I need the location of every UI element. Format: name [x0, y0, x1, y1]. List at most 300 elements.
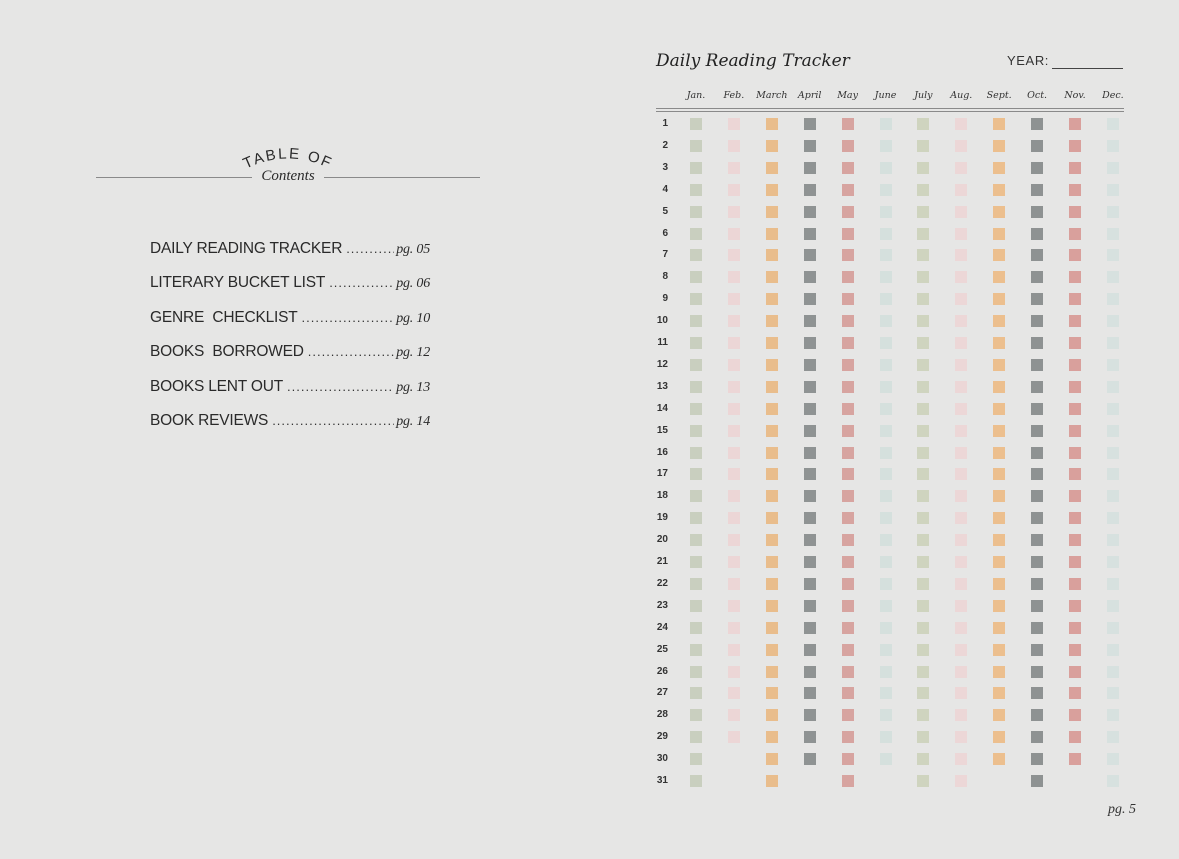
- day-checkbox[interactable]: [1107, 425, 1119, 437]
- day-checkbox[interactable]: [993, 731, 1005, 743]
- day-checkbox[interactable]: [766, 687, 778, 699]
- day-checkbox[interactable]: [917, 228, 929, 240]
- day-checkbox[interactable]: [728, 447, 740, 459]
- day-checkbox[interactable]: [690, 228, 702, 240]
- day-checkbox[interactable]: [1031, 228, 1043, 240]
- day-checkbox[interactable]: [1069, 293, 1081, 305]
- day-checkbox[interactable]: [1107, 775, 1119, 787]
- day-checkbox[interactable]: [766, 556, 778, 568]
- day-checkbox[interactable]: [993, 534, 1005, 546]
- day-checkbox[interactable]: [842, 578, 854, 590]
- day-checkbox[interactable]: [1031, 578, 1043, 590]
- day-checkbox[interactable]: [804, 337, 816, 349]
- day-checkbox[interactable]: [1107, 534, 1119, 546]
- toc-item[interactable]: [150, 274, 430, 308]
- day-checkbox[interactable]: [1107, 666, 1119, 678]
- day-checkbox[interactable]: [804, 271, 816, 283]
- day-checkbox[interactable]: [804, 403, 816, 415]
- day-checkbox[interactable]: [690, 709, 702, 721]
- day-checkbox[interactable]: [1031, 666, 1043, 678]
- day-checkbox[interactable]: [880, 731, 892, 743]
- day-checkbox[interactable]: [766, 709, 778, 721]
- day-checkbox[interactable]: [880, 644, 892, 656]
- day-checkbox[interactable]: [1069, 403, 1081, 415]
- day-checkbox[interactable]: [690, 731, 702, 743]
- day-checkbox[interactable]: [728, 315, 740, 327]
- day-checkbox[interactable]: [917, 381, 929, 393]
- day-checkbox[interactable]: [842, 512, 854, 524]
- day-checkbox[interactable]: [917, 468, 929, 480]
- day-checkbox[interactable]: [804, 709, 816, 721]
- day-checkbox[interactable]: [842, 490, 854, 502]
- day-checkbox[interactable]: [842, 666, 854, 678]
- day-checkbox[interactable]: [728, 118, 740, 130]
- day-checkbox[interactable]: [728, 622, 740, 634]
- day-checkbox[interactable]: [1031, 490, 1043, 502]
- day-checkbox[interactable]: [804, 666, 816, 678]
- day-checkbox[interactable]: [690, 468, 702, 480]
- day-checkbox[interactable]: [1107, 184, 1119, 196]
- year-input-line[interactable]: [1052, 68, 1123, 69]
- day-checkbox[interactable]: [1107, 709, 1119, 721]
- day-checkbox[interactable]: [1107, 337, 1119, 349]
- day-checkbox[interactable]: [1069, 709, 1081, 721]
- toc-item[interactable]: [150, 309, 430, 343]
- day-checkbox[interactable]: [880, 556, 892, 568]
- day-checkbox[interactable]: [766, 578, 778, 590]
- day-checkbox[interactable]: [955, 140, 967, 152]
- day-checkbox[interactable]: [804, 293, 816, 305]
- day-checkbox[interactable]: [766, 249, 778, 261]
- day-checkbox[interactable]: [880, 468, 892, 480]
- day-checkbox[interactable]: [728, 709, 740, 721]
- day-checkbox[interactable]: [1069, 228, 1081, 240]
- day-checkbox[interactable]: [917, 556, 929, 568]
- day-checkbox[interactable]: [690, 622, 702, 634]
- day-checkbox[interactable]: [917, 425, 929, 437]
- day-checkbox[interactable]: [804, 687, 816, 699]
- day-checkbox[interactable]: [955, 468, 967, 480]
- day-checkbox[interactable]: [917, 403, 929, 415]
- day-checkbox[interactable]: [1069, 666, 1081, 678]
- day-checkbox[interactable]: [955, 775, 967, 787]
- day-checkbox[interactable]: [1031, 271, 1043, 283]
- day-checkbox[interactable]: [1107, 140, 1119, 152]
- day-checkbox[interactable]: [880, 228, 892, 240]
- day-checkbox[interactable]: [993, 206, 1005, 218]
- day-checkbox[interactable]: [728, 140, 740, 152]
- day-checkbox[interactable]: [766, 753, 778, 765]
- day-checkbox[interactable]: [842, 447, 854, 459]
- day-checkbox[interactable]: [728, 578, 740, 590]
- day-checkbox[interactable]: [880, 206, 892, 218]
- day-checkbox[interactable]: [690, 315, 702, 327]
- day-checkbox[interactable]: [842, 622, 854, 634]
- day-checkbox[interactable]: [804, 512, 816, 524]
- day-checkbox[interactable]: [955, 447, 967, 459]
- day-checkbox[interactable]: [766, 359, 778, 371]
- day-checkbox[interactable]: [917, 271, 929, 283]
- day-checkbox[interactable]: [1069, 600, 1081, 612]
- day-checkbox[interactable]: [1069, 447, 1081, 459]
- day-checkbox[interactable]: [1107, 731, 1119, 743]
- day-checkbox[interactable]: [955, 731, 967, 743]
- day-checkbox[interactable]: [1031, 403, 1043, 415]
- day-checkbox[interactable]: [690, 162, 702, 174]
- day-checkbox[interactable]: [1031, 512, 1043, 524]
- day-checkbox[interactable]: [917, 140, 929, 152]
- day-checkbox[interactable]: [955, 622, 967, 634]
- day-checkbox[interactable]: [1107, 600, 1119, 612]
- day-checkbox[interactable]: [804, 162, 816, 174]
- day-checkbox[interactable]: [766, 447, 778, 459]
- day-checkbox[interactable]: [1107, 622, 1119, 634]
- day-checkbox[interactable]: [690, 578, 702, 590]
- day-checkbox[interactable]: [1031, 731, 1043, 743]
- day-checkbox[interactable]: [955, 666, 967, 678]
- day-checkbox[interactable]: [842, 162, 854, 174]
- day-checkbox[interactable]: [1107, 512, 1119, 524]
- day-checkbox[interactable]: [917, 731, 929, 743]
- day-checkbox[interactable]: [917, 644, 929, 656]
- day-checkbox[interactable]: [993, 709, 1005, 721]
- day-checkbox[interactable]: [804, 359, 816, 371]
- day-checkbox[interactable]: [690, 249, 702, 261]
- day-checkbox[interactable]: [766, 534, 778, 546]
- day-checkbox[interactable]: [804, 644, 816, 656]
- day-checkbox[interactable]: [955, 490, 967, 502]
- day-checkbox[interactable]: [880, 315, 892, 327]
- day-checkbox[interactable]: [804, 447, 816, 459]
- day-checkbox[interactable]: [955, 228, 967, 240]
- day-checkbox[interactable]: [1107, 578, 1119, 590]
- day-checkbox[interactable]: [880, 293, 892, 305]
- day-checkbox[interactable]: [690, 534, 702, 546]
- day-checkbox[interactable]: [1107, 468, 1119, 480]
- day-checkbox[interactable]: [917, 709, 929, 721]
- day-checkbox[interactable]: [842, 600, 854, 612]
- day-checkbox[interactable]: [955, 118, 967, 130]
- day-checkbox[interactable]: [804, 578, 816, 590]
- day-checkbox[interactable]: [1107, 293, 1119, 305]
- day-checkbox[interactable]: [1031, 140, 1043, 152]
- day-checkbox[interactable]: [917, 337, 929, 349]
- day-checkbox[interactable]: [955, 293, 967, 305]
- day-checkbox[interactable]: [993, 512, 1005, 524]
- day-checkbox[interactable]: [804, 600, 816, 612]
- day-checkbox[interactable]: [1069, 512, 1081, 524]
- day-checkbox[interactable]: [880, 140, 892, 152]
- day-checkbox[interactable]: [1031, 315, 1043, 327]
- day-checkbox[interactable]: [728, 556, 740, 568]
- day-checkbox[interactable]: [993, 162, 1005, 174]
- day-checkbox[interactable]: [1107, 687, 1119, 699]
- day-checkbox[interactable]: [728, 534, 740, 546]
- day-checkbox[interactable]: [1069, 622, 1081, 634]
- day-checkbox[interactable]: [1031, 556, 1043, 568]
- day-checkbox[interactable]: [766, 228, 778, 240]
- day-checkbox[interactable]: [1069, 753, 1081, 765]
- day-checkbox[interactable]: [766, 644, 778, 656]
- day-checkbox[interactable]: [955, 425, 967, 437]
- day-checkbox[interactable]: [766, 271, 778, 283]
- day-checkbox[interactable]: [955, 184, 967, 196]
- day-checkbox[interactable]: [1069, 271, 1081, 283]
- day-checkbox[interactable]: [728, 600, 740, 612]
- day-checkbox[interactable]: [955, 753, 967, 765]
- day-checkbox[interactable]: [728, 337, 740, 349]
- day-checkbox[interactable]: [880, 184, 892, 196]
- day-checkbox[interactable]: [842, 709, 854, 721]
- toc-item[interactable]: [150, 240, 430, 274]
- day-checkbox[interactable]: [842, 403, 854, 415]
- day-checkbox[interactable]: [842, 731, 854, 743]
- day-checkbox[interactable]: [880, 271, 892, 283]
- day-checkbox[interactable]: [766, 184, 778, 196]
- day-checkbox[interactable]: [917, 206, 929, 218]
- day-checkbox[interactable]: [690, 644, 702, 656]
- day-checkbox[interactable]: [955, 162, 967, 174]
- day-checkbox[interactable]: [728, 359, 740, 371]
- day-checkbox[interactable]: [804, 622, 816, 634]
- toc-item[interactable]: [150, 343, 430, 377]
- day-checkbox[interactable]: [1107, 753, 1119, 765]
- day-checkbox[interactable]: [880, 490, 892, 502]
- day-checkbox[interactable]: [955, 249, 967, 261]
- day-checkbox[interactable]: [880, 425, 892, 437]
- day-checkbox[interactable]: [955, 403, 967, 415]
- day-checkbox[interactable]: [1031, 381, 1043, 393]
- day-checkbox[interactable]: [1107, 447, 1119, 459]
- day-checkbox[interactable]: [993, 468, 1005, 480]
- day-checkbox[interactable]: [728, 731, 740, 743]
- day-checkbox[interactable]: [842, 249, 854, 261]
- day-checkbox[interactable]: [993, 687, 1005, 699]
- day-checkbox[interactable]: [1107, 162, 1119, 174]
- day-checkbox[interactable]: [804, 184, 816, 196]
- day-checkbox[interactable]: [1069, 578, 1081, 590]
- day-checkbox[interactable]: [1031, 644, 1043, 656]
- day-checkbox[interactable]: [728, 666, 740, 678]
- day-checkbox[interactable]: [1107, 644, 1119, 656]
- day-checkbox[interactable]: [804, 140, 816, 152]
- day-checkbox[interactable]: [1107, 249, 1119, 261]
- day-checkbox[interactable]: [993, 228, 1005, 240]
- day-checkbox[interactable]: [1031, 600, 1043, 612]
- day-checkbox[interactable]: [728, 468, 740, 480]
- day-checkbox[interactable]: [955, 381, 967, 393]
- day-checkbox[interactable]: [880, 534, 892, 546]
- day-checkbox[interactable]: [842, 425, 854, 437]
- day-checkbox[interactable]: [1107, 381, 1119, 393]
- day-checkbox[interactable]: [842, 534, 854, 546]
- day-checkbox[interactable]: [766, 468, 778, 480]
- day-checkbox[interactable]: [842, 140, 854, 152]
- day-checkbox[interactable]: [690, 381, 702, 393]
- day-checkbox[interactable]: [728, 184, 740, 196]
- day-checkbox[interactable]: [842, 468, 854, 480]
- day-checkbox[interactable]: [993, 315, 1005, 327]
- day-checkbox[interactable]: [1107, 556, 1119, 568]
- day-checkbox[interactable]: [690, 118, 702, 130]
- day-checkbox[interactable]: [1031, 184, 1043, 196]
- day-checkbox[interactable]: [993, 490, 1005, 502]
- day-checkbox[interactable]: [880, 359, 892, 371]
- day-checkbox[interactable]: [880, 600, 892, 612]
- day-checkbox[interactable]: [1069, 731, 1081, 743]
- day-checkbox[interactable]: [690, 490, 702, 502]
- day-checkbox[interactable]: [766, 490, 778, 502]
- day-checkbox[interactable]: [728, 271, 740, 283]
- day-checkbox[interactable]: [766, 600, 778, 612]
- day-checkbox[interactable]: [955, 644, 967, 656]
- day-checkbox[interactable]: [1031, 293, 1043, 305]
- day-checkbox[interactable]: [842, 293, 854, 305]
- day-checkbox[interactable]: [1031, 468, 1043, 480]
- day-checkbox[interactable]: [728, 490, 740, 502]
- day-checkbox[interactable]: [804, 468, 816, 480]
- day-checkbox[interactable]: [766, 425, 778, 437]
- day-checkbox[interactable]: [955, 337, 967, 349]
- day-checkbox[interactable]: [690, 687, 702, 699]
- day-checkbox[interactable]: [690, 271, 702, 283]
- day-checkbox[interactable]: [690, 600, 702, 612]
- day-checkbox[interactable]: [766, 622, 778, 634]
- day-checkbox[interactable]: [1107, 490, 1119, 502]
- day-checkbox[interactable]: [728, 644, 740, 656]
- day-checkbox[interactable]: [1069, 687, 1081, 699]
- day-checkbox[interactable]: [804, 753, 816, 765]
- day-checkbox[interactable]: [804, 381, 816, 393]
- day-checkbox[interactable]: [1107, 206, 1119, 218]
- day-checkbox[interactable]: [917, 534, 929, 546]
- day-checkbox[interactable]: [690, 293, 702, 305]
- day-checkbox[interactable]: [880, 381, 892, 393]
- day-checkbox[interactable]: [993, 337, 1005, 349]
- day-checkbox[interactable]: [993, 271, 1005, 283]
- day-checkbox[interactable]: [1107, 118, 1119, 130]
- day-checkbox[interactable]: [728, 228, 740, 240]
- toc-item[interactable]: [150, 378, 430, 412]
- day-checkbox[interactable]: [1031, 425, 1043, 437]
- day-checkbox[interactable]: [917, 600, 929, 612]
- day-checkbox[interactable]: [1069, 534, 1081, 546]
- day-checkbox[interactable]: [842, 775, 854, 787]
- day-checkbox[interactable]: [993, 359, 1005, 371]
- day-checkbox[interactable]: [842, 753, 854, 765]
- day-checkbox[interactable]: [1069, 468, 1081, 480]
- day-checkbox[interactable]: [917, 775, 929, 787]
- day-checkbox[interactable]: [955, 534, 967, 546]
- day-checkbox[interactable]: [766, 293, 778, 305]
- day-checkbox[interactable]: [917, 578, 929, 590]
- day-checkbox[interactable]: [766, 162, 778, 174]
- day-checkbox[interactable]: [1031, 206, 1043, 218]
- day-checkbox[interactable]: [880, 709, 892, 721]
- day-checkbox[interactable]: [880, 403, 892, 415]
- day-checkbox[interactable]: [690, 666, 702, 678]
- day-checkbox[interactable]: [880, 512, 892, 524]
- day-checkbox[interactable]: [804, 315, 816, 327]
- day-checkbox[interactable]: [955, 578, 967, 590]
- day-checkbox[interactable]: [1107, 271, 1119, 283]
- day-checkbox[interactable]: [917, 447, 929, 459]
- day-checkbox[interactable]: [993, 293, 1005, 305]
- day-checkbox[interactable]: [804, 534, 816, 546]
- day-checkbox[interactable]: [993, 447, 1005, 459]
- day-checkbox[interactable]: [1069, 118, 1081, 130]
- day-checkbox[interactable]: [1031, 162, 1043, 174]
- day-checkbox[interactable]: [917, 666, 929, 678]
- day-checkbox[interactable]: [1069, 206, 1081, 218]
- day-checkbox[interactable]: [955, 512, 967, 524]
- day-checkbox[interactable]: [766, 381, 778, 393]
- day-checkbox[interactable]: [955, 359, 967, 371]
- day-checkbox[interactable]: [766, 337, 778, 349]
- day-checkbox[interactable]: [690, 140, 702, 152]
- day-checkbox[interactable]: [1031, 622, 1043, 634]
- day-checkbox[interactable]: [842, 687, 854, 699]
- day-checkbox[interactable]: [1031, 337, 1043, 349]
- day-checkbox[interactable]: [1031, 249, 1043, 261]
- day-checkbox[interactable]: [690, 184, 702, 196]
- day-checkbox[interactable]: [1107, 228, 1119, 240]
- day-checkbox[interactable]: [728, 381, 740, 393]
- day-checkbox[interactable]: [955, 687, 967, 699]
- day-checkbox[interactable]: [917, 249, 929, 261]
- day-checkbox[interactable]: [690, 447, 702, 459]
- day-checkbox[interactable]: [690, 512, 702, 524]
- day-checkbox[interactable]: [690, 337, 702, 349]
- day-checkbox[interactable]: [804, 228, 816, 240]
- day-checkbox[interactable]: [955, 600, 967, 612]
- day-checkbox[interactable]: [1031, 534, 1043, 546]
- day-checkbox[interactable]: [842, 556, 854, 568]
- day-checkbox[interactable]: [917, 753, 929, 765]
- day-checkbox[interactable]: [1069, 184, 1081, 196]
- day-checkbox[interactable]: [1069, 315, 1081, 327]
- day-checkbox[interactable]: [993, 425, 1005, 437]
- day-checkbox[interactable]: [804, 556, 816, 568]
- day-checkbox[interactable]: [1031, 359, 1043, 371]
- day-checkbox[interactable]: [1069, 337, 1081, 349]
- day-checkbox[interactable]: [880, 622, 892, 634]
- day-checkbox[interactable]: [880, 337, 892, 349]
- day-checkbox[interactable]: [1107, 315, 1119, 327]
- day-checkbox[interactable]: [728, 403, 740, 415]
- day-checkbox[interactable]: [804, 731, 816, 743]
- day-checkbox[interactable]: [917, 687, 929, 699]
- day-checkbox[interactable]: [766, 775, 778, 787]
- day-checkbox[interactable]: [690, 359, 702, 371]
- day-checkbox[interactable]: [917, 293, 929, 305]
- day-checkbox[interactable]: [690, 775, 702, 787]
- day-checkbox[interactable]: [993, 666, 1005, 678]
- day-checkbox[interactable]: [842, 271, 854, 283]
- day-checkbox[interactable]: [1069, 490, 1081, 502]
- day-checkbox[interactable]: [955, 315, 967, 327]
- day-checkbox[interactable]: [993, 403, 1005, 415]
- day-checkbox[interactable]: [880, 447, 892, 459]
- day-checkbox[interactable]: [1107, 403, 1119, 415]
- day-checkbox[interactable]: [993, 578, 1005, 590]
- day-checkbox[interactable]: [955, 206, 967, 218]
- day-checkbox[interactable]: [1031, 687, 1043, 699]
- day-checkbox[interactable]: [804, 425, 816, 437]
- day-checkbox[interactable]: [690, 753, 702, 765]
- day-checkbox[interactable]: [917, 162, 929, 174]
- day-checkbox[interactable]: [766, 666, 778, 678]
